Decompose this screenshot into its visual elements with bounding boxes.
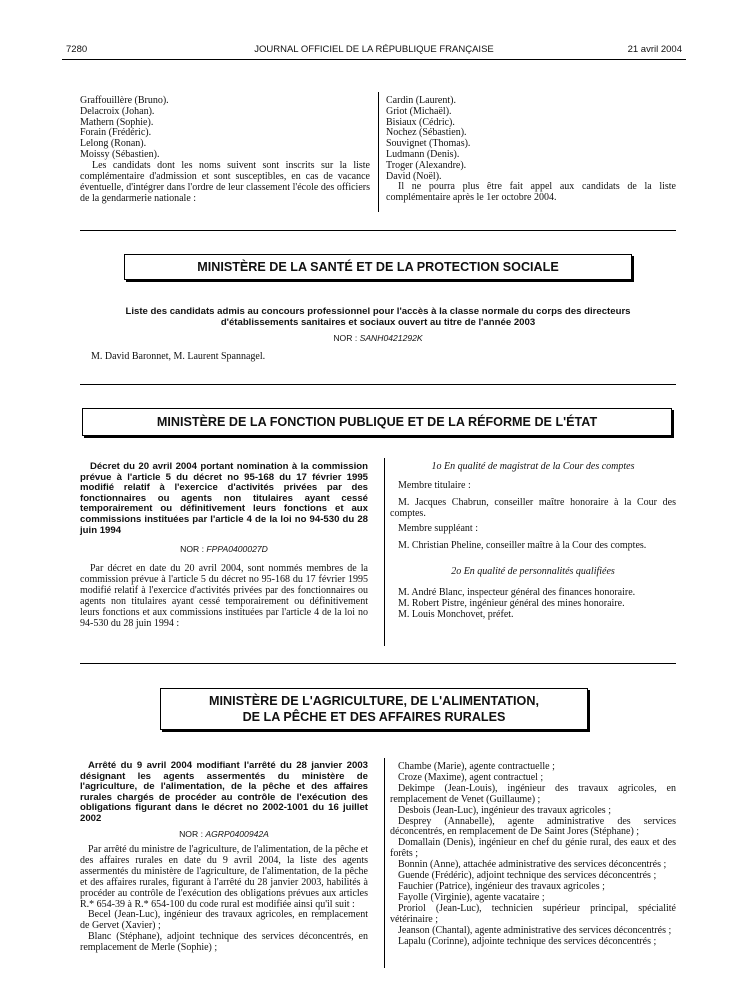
agent-entry: Lapalu (Corinne), adjointe technique des services déconcentrés ; xyxy=(398,935,657,947)
agent-entry: Bonnin (Anne), attachée administrative des services déconcentrés ; xyxy=(398,859,667,871)
no-further-call-paragraph: Il ne pourra plus être fait appel aux candidats de la liste complémentaire après le 1er octobre 2004. xyxy=(386,181,676,204)
candidate-name: David (Noël). xyxy=(386,170,442,182)
section-title-personnalites: 2o En qualité de personnalités qualifiées xyxy=(451,566,615,578)
agent-entry: Chambe (Marie), agente contractuelle ; xyxy=(398,761,555,772)
agent-entry: Desprey (Annabelle), agente administrative des services déconcentrés, en remplacement de De Saint Jores (Stéphane) ; xyxy=(390,815,676,838)
nor-code: SANH0421292K xyxy=(359,333,423,343)
sante-list-title xyxy=(80,307,676,328)
section-rule xyxy=(80,384,676,385)
sante-title-line-2: d'établissements sanitaires et sociaux ouvert au titre de l'année 2003 xyxy=(220,316,536,328)
column-rule xyxy=(384,758,385,968)
header-rule xyxy=(62,59,686,60)
agent-entry: Guende (Frédéric), adjoint technique des services déconcentrés ; xyxy=(398,870,657,882)
candidate-name: Ludmann (Denis). xyxy=(386,148,460,160)
nor-label: NOR : xyxy=(179,829,203,839)
personality: M. André Blanc, inspecteur général des finances honoraire. xyxy=(398,586,636,598)
agent-entry: Jeanson (Chantal), agente administrative des services déconcentrés ; xyxy=(398,924,672,936)
column-rule xyxy=(384,458,385,646)
candidate-name: Cardin (Laurent). xyxy=(386,95,456,106)
agent-entry: Proriol (Jean-Luc), technicien supérieur principal, spécialité vétérinaire ; xyxy=(390,902,676,925)
candidate-name: Souvignet (Thomas). xyxy=(386,138,471,150)
sante-title-line-1: Liste des candidats admis au concours professionnel pour l'accès à la classe normale du corps des directeurs xyxy=(125,306,631,317)
ministry-banner-agriculture xyxy=(160,688,588,730)
agent-entry: Fayolle (Virginie), agente vacataire ; xyxy=(398,891,545,903)
personality: M. Louis Monchovet, préfet. xyxy=(398,608,514,620)
suppleant-label: Membre suppléant : xyxy=(398,523,478,535)
candidate-name: Lelong (Ronan). xyxy=(80,138,147,150)
agent-entry: Becel (Jean-Luc), ingénieur des travaux agricoles, en remplacement de Gervet (Xavier) ; xyxy=(80,909,368,932)
agent-entry: Blanc (Stéphane), adjoint technique des services déconcentrés, en remplacement de Merle (Sophie) ; xyxy=(80,931,368,954)
banner-line-1: MINISTÈRE DE L'AGRICULTURE, DE L'ALIMENTATION, xyxy=(209,694,539,708)
nor-reference xyxy=(80,544,368,554)
section-title-magistrat: 1o En qualité de magistrat de la Cour des comptes xyxy=(431,461,635,472)
titulaire-member: M. Jacques Chabrun, conseiller maître honoraire à la Cour des comptes. xyxy=(390,496,676,519)
nor-code: FPPA0400027D xyxy=(206,544,268,554)
nor-reference xyxy=(80,333,676,343)
complementary-list-paragraph: Les candidats dont les noms suivent sont inscrits sur la liste complémentaire d'admission et sont susceptibles, en cas de vacance éventuelle, d'intégrer dans l'ordre de leur classement l'école des officiers de la gendarmerie nationale : xyxy=(80,159,370,204)
titulaire-label: Membre titulaire : xyxy=(398,479,471,491)
agent-entry: Croze (Maxime), agent contractuel ; xyxy=(398,771,544,783)
agriculture-right-column xyxy=(390,762,676,947)
ministry-banner-sante: MINISTÈRE DE LA SANTÉ ET DE LA PROTECTION SOCIALE xyxy=(124,254,632,280)
suppleant-member: M. Christian Pheline, conseiller maître à la Cour des comptes. xyxy=(398,540,647,552)
candidate-name: Graffouillère (Bruno). xyxy=(80,95,169,106)
gendarmerie-right-column xyxy=(386,96,676,204)
column-rule xyxy=(378,92,379,212)
ministry-banner-fonction-publique: MINISTÈRE DE LA FONCTION PUBLIQUE ET DE LA RÉFORME DE L'ÉTAT xyxy=(82,408,672,436)
nor-reference xyxy=(80,829,368,839)
agent-entry: Fauchier (Patrice), ingénieur des travaux agricoles ; xyxy=(398,880,605,892)
candidate-name: Troger (Alexandre). xyxy=(386,159,467,171)
candidate-name: Bisiaux (Cédric). xyxy=(386,116,455,128)
nor-label: NOR : xyxy=(180,544,204,554)
candidate-name: Nochez (Sébastien). xyxy=(386,127,467,139)
candidate-name: Moissy (Sébastien). xyxy=(80,148,160,160)
candidate-name: Griot (Michaël). xyxy=(386,105,452,117)
arrete-title: Arrêté du 9 avril 2004 modifiant l'arrêté du 28 janvier 2003 désignant les agents assermentés du ministère de l'agriculture, de l'alimentation, de la pêche et des affaires rurales chargés de procéder au contrôle de l'exécution des obligations figurant dans le décret no 2002-1001 du 16 juillet 2002 xyxy=(80,760,368,824)
journal-title: JOURNAL OFFICIEL DE LA RÉPUBLIQUE FRANÇAISE xyxy=(254,44,494,55)
agriculture-left-column xyxy=(80,845,368,954)
section-rule xyxy=(80,663,676,664)
decree-paragraph: Par décret en date du 20 avril 2004, sont nommés membres de la commission prévue à l'article 5 du décret no 95-168 du 17 février 1995 modifié relatif à l'exercice d'activités privées par des fonctionnaires ou agents non titulaires ayant cessé temporairement ou définitivement leurs fonctions et aux commissions instituées par l'article 4 de la loi no 94-530 du 28 juin 1994 : xyxy=(80,563,368,629)
candidate-name: Mathern (Sophie). xyxy=(80,116,154,128)
agent-entry: Desbois (Jean-Luc), ingénieur des travaux agricoles ; xyxy=(398,804,611,816)
section-rule xyxy=(80,230,676,231)
decree-title: Décret du 20 avril 2004 portant nomination à la commission prévue à l'article 5 du décret no 95-168 du 17 février 1995 modifié relatif à l'exercice d'activités privées par des fonctionnaires ou agents non titulaires ayant cessé temporairement ou définitivement leurs fonctions et aux commissions instituées par l'article 4 de la loi no 94-530 du 28 juin 1994 xyxy=(80,461,368,536)
agent-entry: Dekimpe (Jean-Louis), ingénieur des travaux agricoles, en remplacement de Venet (Guillaume) ; xyxy=(390,782,676,805)
agent-entry: Domallain (Denis), ingénieur en chef du génie rural, des eaux et des forêts ; xyxy=(390,837,676,860)
banner-line-2: DE LA PÊCHE ET DES AFFAIRES RURALES xyxy=(242,710,506,724)
header-date: 21 avril 2004 xyxy=(627,44,682,55)
arrete-paragraph: Par arrêté du ministre de l'agriculture, de l'alimentation, de la pêche et des affaires rurales en date du 9 avril 2004, la liste des agents assermentés du ministère de l'agriculture, de l'alimentation, de la pêche et des affaires rurales, figurant à l'arrêté du 28 janvier 2003, habilités à procéder au contrôle de l'exécution des obligations prévues aux articles R.* 654-39 à R.* 654-100 du code rural est modifiée ainsi qu'il suit : xyxy=(80,844,368,910)
nor-label: NOR : xyxy=(333,333,358,343)
nor-code: AGRP0400942A xyxy=(205,829,269,839)
candidate-name: Forain (Frédéric). xyxy=(80,127,152,139)
sante-admitted-names: M. David Baronnet, M. Laurent Spannagel. xyxy=(91,351,266,362)
gendarmerie-left-column xyxy=(80,96,370,204)
page-number: 7280 xyxy=(66,44,88,55)
fonction-right-column xyxy=(390,462,676,620)
candidate-name: Delacroix (Johan). xyxy=(80,105,155,117)
personality: M. Robert Pistre, ingénieur général des mines honoraire. xyxy=(398,597,625,609)
